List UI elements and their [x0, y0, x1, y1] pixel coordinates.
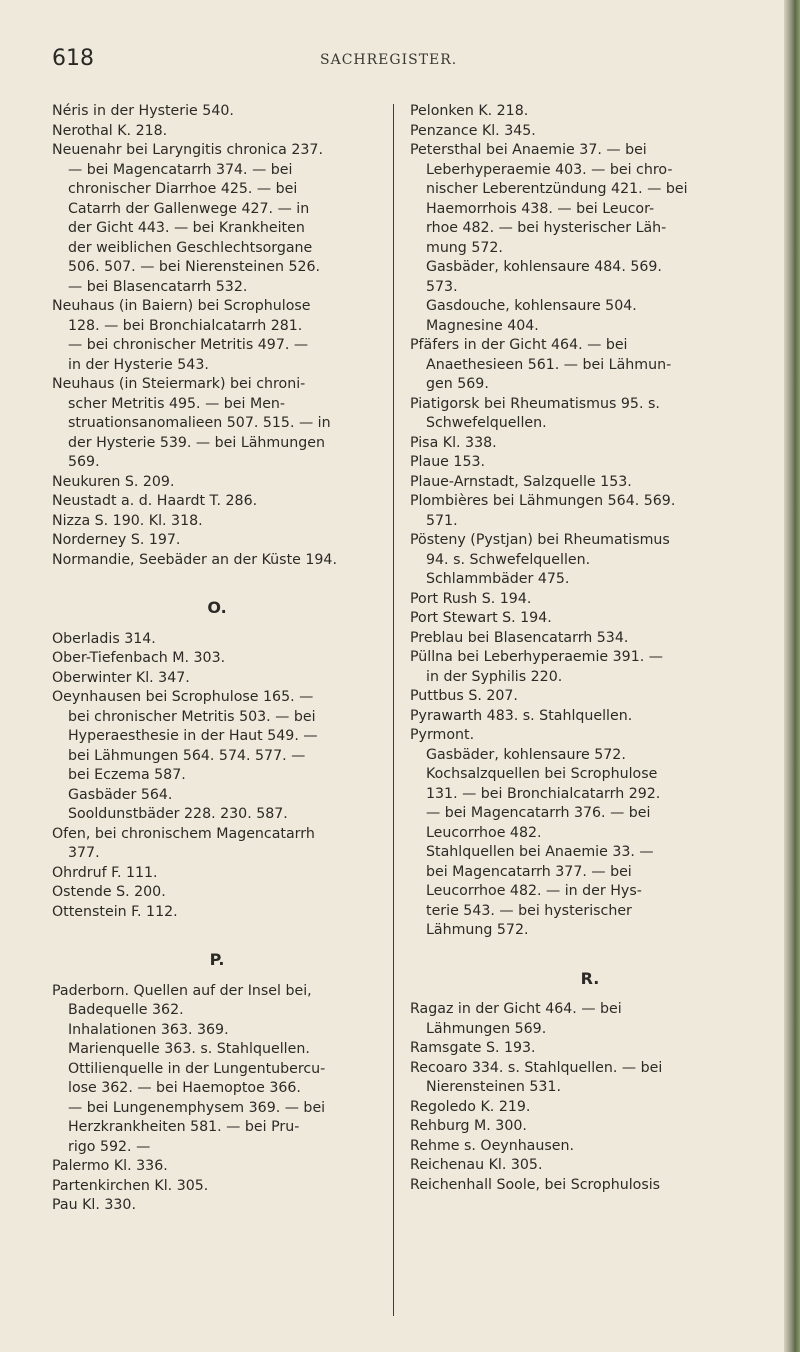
index-entry: Plombières bei Lähmungen 564. 569. [410, 493, 676, 509]
index-entry-continuation: Inhalationen 363. 369. [68, 1021, 229, 1038]
index-entry: Neuhaus (in Steiermark) bei chroni- [52, 376, 306, 392]
index-entry: Petersthal bei Anaemie 37. — bei [410, 142, 647, 158]
index-entry-continuation: Nierensteinen 531. [426, 1079, 561, 1095]
index-entry-continuation: — bei chronischer Metritis 497. — [68, 337, 309, 353]
index-entry: Norderney S. 197. [52, 532, 181, 548]
index-entry: Neuhaus (in Baiern) bei Scrophulose [52, 298, 311, 314]
index-entry-continuation: Gasdouche, kohlensaure 504. [426, 298, 637, 314]
index-entry-continuation: struationsanomalieen 507. 515. — in [68, 415, 331, 431]
index-entry-continuation: Stahlquellen bei Anaemie 33. — [426, 844, 654, 860]
index-entry-continuation: gen 569. [426, 376, 489, 392]
index-entry: Pfäfers in der Gicht 464. — bei [410, 337, 628, 353]
index-entry-continuation: 571. [426, 512, 458, 529]
page-edge-binding [784, 0, 800, 1352]
index-entry-continuation: der Gicht 443. — bei Krankheiten [68, 220, 305, 236]
index-entry: Oeynhausen bei Scrophulose 165. — [52, 689, 314, 705]
index-entry-continuation: Hyperaesthesie in der Haut 549. — [68, 728, 318, 744]
index-entry-continuation: — bei Magencatarrh 374. — bei [68, 161, 293, 178]
index-entry: Port Stewart S. 194. [410, 610, 552, 626]
section-letter-heading: P. [209, 950, 225, 969]
index-entry: Pösteny (Pystjan) bei Rheumatismus [410, 532, 670, 548]
index-entry-continuation: 94. s. Schwefelquellen. [426, 551, 591, 568]
index-entry-continuation: Haemorrhois 438. — bei Leucor- [426, 200, 655, 217]
index-entry: Ohrdruf F. 111. [52, 864, 158, 881]
index-entry: Nerothal K. 218. [52, 122, 168, 139]
index-entry: Partenkirchen Kl. 305. [52, 1177, 209, 1194]
index-entry-continuation: bei Eczema 587. [68, 767, 186, 783]
index-entry-continuation: Kochsalzquellen bei Scrophulose [426, 766, 658, 782]
index-entry: Nizza S. 190. Kl. 318. [52, 512, 203, 529]
index-entry-continuation: Herzkrankheiten 581. — bei Pru- [68, 1119, 300, 1135]
index-entry-continuation: Magnesine 404. [426, 317, 539, 334]
index-entry: Ober-Tiefenbach M. 303. [52, 650, 226, 666]
index-entry-continuation: Gasbäder 564. [68, 786, 173, 803]
index-entry: Reichenau Kl. 305. [410, 1157, 543, 1173]
index-entry-continuation: Leucorrhoe 482. — in der Hys- [426, 883, 642, 899]
index-entry-continuation: Schlammbäder 475. [426, 571, 570, 587]
index-entry: Reichenhall Soole, bei Scrophulosis [410, 1176, 661, 1193]
index-entry-continuation: — bei Magencatarrh 376. — bei [426, 805, 651, 821]
index-entry: Néris in der Hysterie 540. [52, 103, 234, 119]
index-entry-continuation: der weiblichen Geschlechtsorgane [68, 239, 313, 256]
index-entry-continuation: Ottilienquelle in der Lungentubercu- [68, 1060, 326, 1077]
index-entry: Puttbus S. 207. [410, 688, 518, 704]
index-column-right [410, 102, 770, 1195]
index-entry: Ottenstein F. 112. [52, 903, 178, 920]
index-entry: Penzance Kl. 345. [410, 122, 536, 139]
index-column-left [52, 102, 382, 1216]
index-entry-continuation: nischer Leberentzündung 421. — bei [426, 181, 688, 197]
index-entry: Pau Kl. 330. [52, 1197, 136, 1213]
index-entry-continuation: Catarrh der Gallenwege 427. — in [68, 200, 310, 217]
index-entry-continuation: 569. [68, 454, 100, 470]
index-entry-continuation: 506. 507. — bei Nierensteinen 526. [68, 259, 321, 275]
index-entry-continuation: Marienquelle 363. s. Stahlquellen. [68, 1041, 310, 1057]
page-number: 618 [52, 46, 94, 71]
index-entry-continuation: rhoe 482. — bei hysterischer Läh- [426, 220, 667, 236]
index-entry-continuation: rigo 592. — [68, 1138, 151, 1155]
index-entry-continuation: bei chronischer Metritis 503. — bei [68, 708, 316, 725]
index-entry-continuation: Gasbäder, kohlensaure 572. [426, 746, 626, 763]
index-entry-continuation: terie 543. — bei hysterischer [426, 902, 632, 919]
index-entry-continuation: der Hysterie 539. — bei Lähmungen [68, 434, 325, 451]
index-entry-continuation: — bei Lungenemphysem 369. — bei [68, 1099, 326, 1116]
index-entry: Rehburg M. 300. [410, 1118, 527, 1134]
index-entry: Palermo Kl. 336. [52, 1158, 168, 1174]
index-entry-continuation: Sooldunstbäder 228. 230. 587. [68, 806, 288, 822]
index-entry: Regoledo K. 219. [410, 1098, 531, 1115]
index-entry-continuation: Schwefelquellen. [426, 415, 547, 431]
index-entry: Oberwinter Kl. 347. [52, 669, 190, 686]
index-entry-continuation: in der Syphilis 220. [426, 668, 563, 685]
index-entry: Piatigorsk bei Rheumatismus 95. s. [410, 395, 660, 412]
index-entry: Püllna bei Leberhyperaemie 391. — [410, 649, 663, 665]
index-entry-continuation: Lähmungen 569. [426, 1020, 547, 1037]
index-entry-continuation: Lähmung 572. [426, 922, 529, 938]
index-entry: Recoaro 334. s. Stahlquellen. — bei [410, 1059, 663, 1076]
index-entry-continuation: Leberhyperaemie 403. — bei chro- [426, 161, 673, 178]
index-entry-continuation: — bei Blasencatarrh 532. [68, 278, 248, 295]
index-entry-continuation: mung 572. [426, 239, 503, 256]
index-entry-continuation: 377. [68, 845, 100, 861]
index-entry: Pyrawarth 483. s. Stahlquellen. [410, 707, 633, 724]
index-entry: Preblau bei Blasencatarrh 534. [410, 629, 629, 646]
index-entry-continuation: chronischer Diarrhoe 425. — bei [68, 181, 298, 197]
index-entry-continuation: scher Metritis 495. — bei Men- [68, 395, 286, 412]
index-entry: Rehme s. Oeynhausen. [410, 1137, 574, 1154]
index-entry: Ragaz in der Gicht 464. — bei [410, 1001, 622, 1017]
index-entry-continuation: lose 362. — bei Haemoptoe 366. [68, 1080, 301, 1096]
index-entry: Port Rush S. 194. [410, 590, 532, 607]
index-entry: Pelonken K. 218. [410, 103, 529, 119]
index-entry-continuation: Anaethesieen 561. — bei Lähmun- [426, 356, 672, 373]
index-entry-continuation: bei Lähmungen 564. 574. 577. — [68, 747, 306, 764]
index-entry: Plaue 153. [410, 454, 486, 470]
index-entry: Normandie, Seebäder an der Küste 194. [52, 551, 337, 568]
index-entry: Ofen, bei chronischem Magencatarrh [52, 825, 315, 842]
index-entry-continuation: Leucorrhoe 482. [426, 824, 542, 841]
index-entry: Neukuren S. 209. [52, 473, 175, 490]
index-entry: Paderborn. Quellen auf der Insel bei, [52, 982, 312, 999]
index-entry-continuation: 131. — bei Bronchialcatarrh 292. [426, 785, 661, 802]
index-entry: Plaue-Arnstadt, Salzquelle 153. [410, 473, 632, 490]
index-entry-continuation: Badequelle 362. [68, 1002, 184, 1018]
section-letter-heading: R. [580, 968, 600, 988]
section-letter-heading: O. [207, 598, 227, 617]
index-entry: Pisa Kl. 338. [410, 434, 497, 451]
index-entry-continuation: bei Magencatarrh 377. — bei [426, 863, 632, 880]
index-entry: Ostende S. 200. [52, 884, 166, 900]
index-entry: Pyrmont. [410, 727, 475, 743]
running-head: SACHREGISTER. [320, 52, 458, 68]
index-entry: Neuenahr bei Laryngitis chronica 237. [52, 142, 323, 158]
index-entry-continuation: 128. — bei Bronchialcatarrh 281. [68, 317, 303, 334]
index-entry-continuation: in der Hysterie 543. [68, 356, 209, 373]
index-entry: Ramsgate S. 193. [410, 1040, 536, 1056]
index-entry: Neustadt a. d. Haardt T. 286. [52, 493, 258, 509]
index-entry-continuation: Gasbäder, kohlensaure 484. 569. [426, 259, 662, 275]
index-entry: Oberladis 314. [52, 630, 156, 647]
index-entry-continuation: 573. [426, 278, 458, 295]
column-divider [393, 104, 394, 1316]
